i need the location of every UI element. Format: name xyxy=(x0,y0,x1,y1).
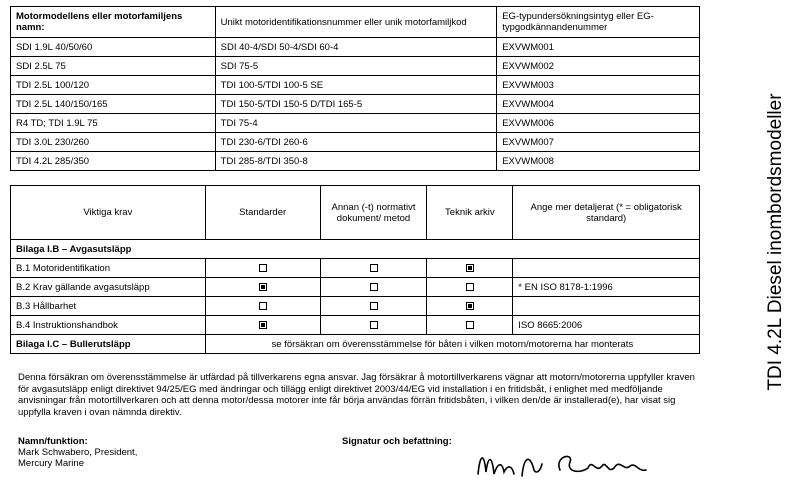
table-row xyxy=(11,152,700,171)
company-name: Mercury Marine xyxy=(18,458,84,469)
signature-label: Signatur och befattning: xyxy=(342,436,452,447)
table-row xyxy=(11,278,700,297)
checkbox-icon xyxy=(259,302,267,310)
cell: TDI 230-6/TDI 260-6 xyxy=(215,133,497,152)
table-row xyxy=(11,316,700,335)
table-row xyxy=(11,133,700,152)
cell: TDI 100-5/TDI 100-5 SE xyxy=(215,76,497,95)
header-cell: Standarder xyxy=(205,186,320,240)
cell: SDI 2.5L 75 xyxy=(11,57,216,76)
header-cell: Unikt motoridentifikationsnummer eller unik motorfamiljkod xyxy=(215,7,497,38)
cell: TDI 4.2L 285/350 xyxy=(11,152,216,171)
table-row xyxy=(11,76,700,95)
cell: R4 TD; TDI 1.9L 75 xyxy=(11,114,216,133)
engine-table xyxy=(10,6,700,171)
signer-name: Mark Schwabero, President, xyxy=(18,447,138,458)
cell: EXVWM001 xyxy=(497,38,700,57)
cell: TDI 2.5L 100/120 xyxy=(11,76,216,95)
table-row xyxy=(11,114,700,133)
detail: ISO 8665:2006 xyxy=(513,316,700,335)
checkbox-icon xyxy=(466,321,474,329)
checkbox-icon xyxy=(466,283,474,291)
declaration-text: Denna försäkran om överensstämmelse är utfärdad på tillverkarens egna ansvar. Jag försäkrar å motortillverkarens vägnar att motorn/motorerna uppfyller kraven för avgasutsläpp enligt direktivet 94/25/EG med ändringar och tillägg enligt direktivet 2003/44/EG vid installation i en fritidsbåt, i enlighet med medföljande anvisningar från motortillverkaren och att denna motor/dessa motorer inte får börja användas förrän fritidsbåten, i vilken den/de är installerad(e), har visat sig uppfylla kraven i ovan nämnda direktiv. xyxy=(18,372,695,418)
name-function-label: Namn/funktion: xyxy=(18,436,88,447)
checkbox-icon xyxy=(370,302,378,310)
side-title-text: TDI 4.2L Diesel inombordsmodeller xyxy=(765,92,786,391)
cell: EXVWM002 xyxy=(497,57,700,76)
cell: TDI 75-4 xyxy=(215,114,497,133)
section-text: se försäkran om överensstämmelse för båten i vilken motorn/motorerna har monterats xyxy=(205,335,699,354)
checkbox-icon xyxy=(370,283,378,291)
requirements-header xyxy=(11,186,700,240)
header-cell: Motormodellens eller motorfamiljens namn: xyxy=(11,7,216,38)
cell: TDI 285-8/TDI 350-8 xyxy=(215,152,497,171)
side-title xyxy=(756,0,796,483)
detail xyxy=(513,259,700,278)
requirement-label: B.4 Instruktionshandbok xyxy=(11,316,206,335)
header-cell: Annan (-t) normativt dokument/ metod xyxy=(320,186,427,240)
checked-checkbox-icon xyxy=(466,264,474,272)
checked-checkbox-icon xyxy=(259,283,267,291)
checkbox-icon xyxy=(370,321,378,329)
header-cell: EG-typundersökningsintyg eller EG-typgodkännandenummer xyxy=(497,7,700,38)
requirement-label: B.3 Hållbarhet xyxy=(11,297,206,316)
table-row xyxy=(11,297,700,316)
cell: EXVWM008 xyxy=(497,152,700,171)
section-heading: Bilaga I.B – Avgasutsläpp xyxy=(11,240,700,259)
cell: EXVWM006 xyxy=(497,114,700,133)
requirement-label: B.2 Krav gällande avgasutsläpp xyxy=(11,278,206,297)
section-row xyxy=(11,335,700,354)
table-row xyxy=(11,57,700,76)
cell: TDI 3.0L 230/260 xyxy=(11,133,216,152)
section-row xyxy=(11,240,700,259)
header-cell: Teknik arkiv xyxy=(427,186,513,240)
checked-checkbox-icon xyxy=(259,321,267,329)
requirement-label: B.1 Motoridentifikation xyxy=(11,259,206,278)
name-function-block xyxy=(18,436,137,469)
cell: SDI 1.9L 40/50/60 xyxy=(11,38,216,57)
header-cell: Viktiga krav xyxy=(11,186,206,240)
signature-image xyxy=(470,444,690,483)
section-heading: Bilaga I.C – Bullerutsläpp xyxy=(11,335,206,354)
header-cell: Ange mer detaljerat (* = obligatorisk standard) xyxy=(513,186,700,240)
checkbox-icon xyxy=(259,264,267,272)
requirements-table xyxy=(10,185,700,354)
cell: EXVWM003 xyxy=(497,76,700,95)
checked-checkbox-icon xyxy=(466,302,474,310)
cell: SDI 40-4/SDI 50-4/SDI 60-4 xyxy=(215,38,497,57)
cell: TDI 2.5L 140/150/165 xyxy=(11,95,216,114)
cell: EXVWM007 xyxy=(497,133,700,152)
table-row xyxy=(11,38,700,57)
cell: SDI 75-5 xyxy=(215,57,497,76)
table-row xyxy=(11,259,700,278)
cell: TDI 150-5/TDI 150-5 D/TDI 165-5 xyxy=(215,95,497,114)
engine-table-header xyxy=(11,7,700,38)
cell: EXVWM004 xyxy=(497,95,700,114)
table-row xyxy=(11,95,700,114)
detail xyxy=(513,297,700,316)
detail: * EN ISO 8178-1:1996 xyxy=(513,278,700,297)
checkbox-icon xyxy=(370,264,378,272)
